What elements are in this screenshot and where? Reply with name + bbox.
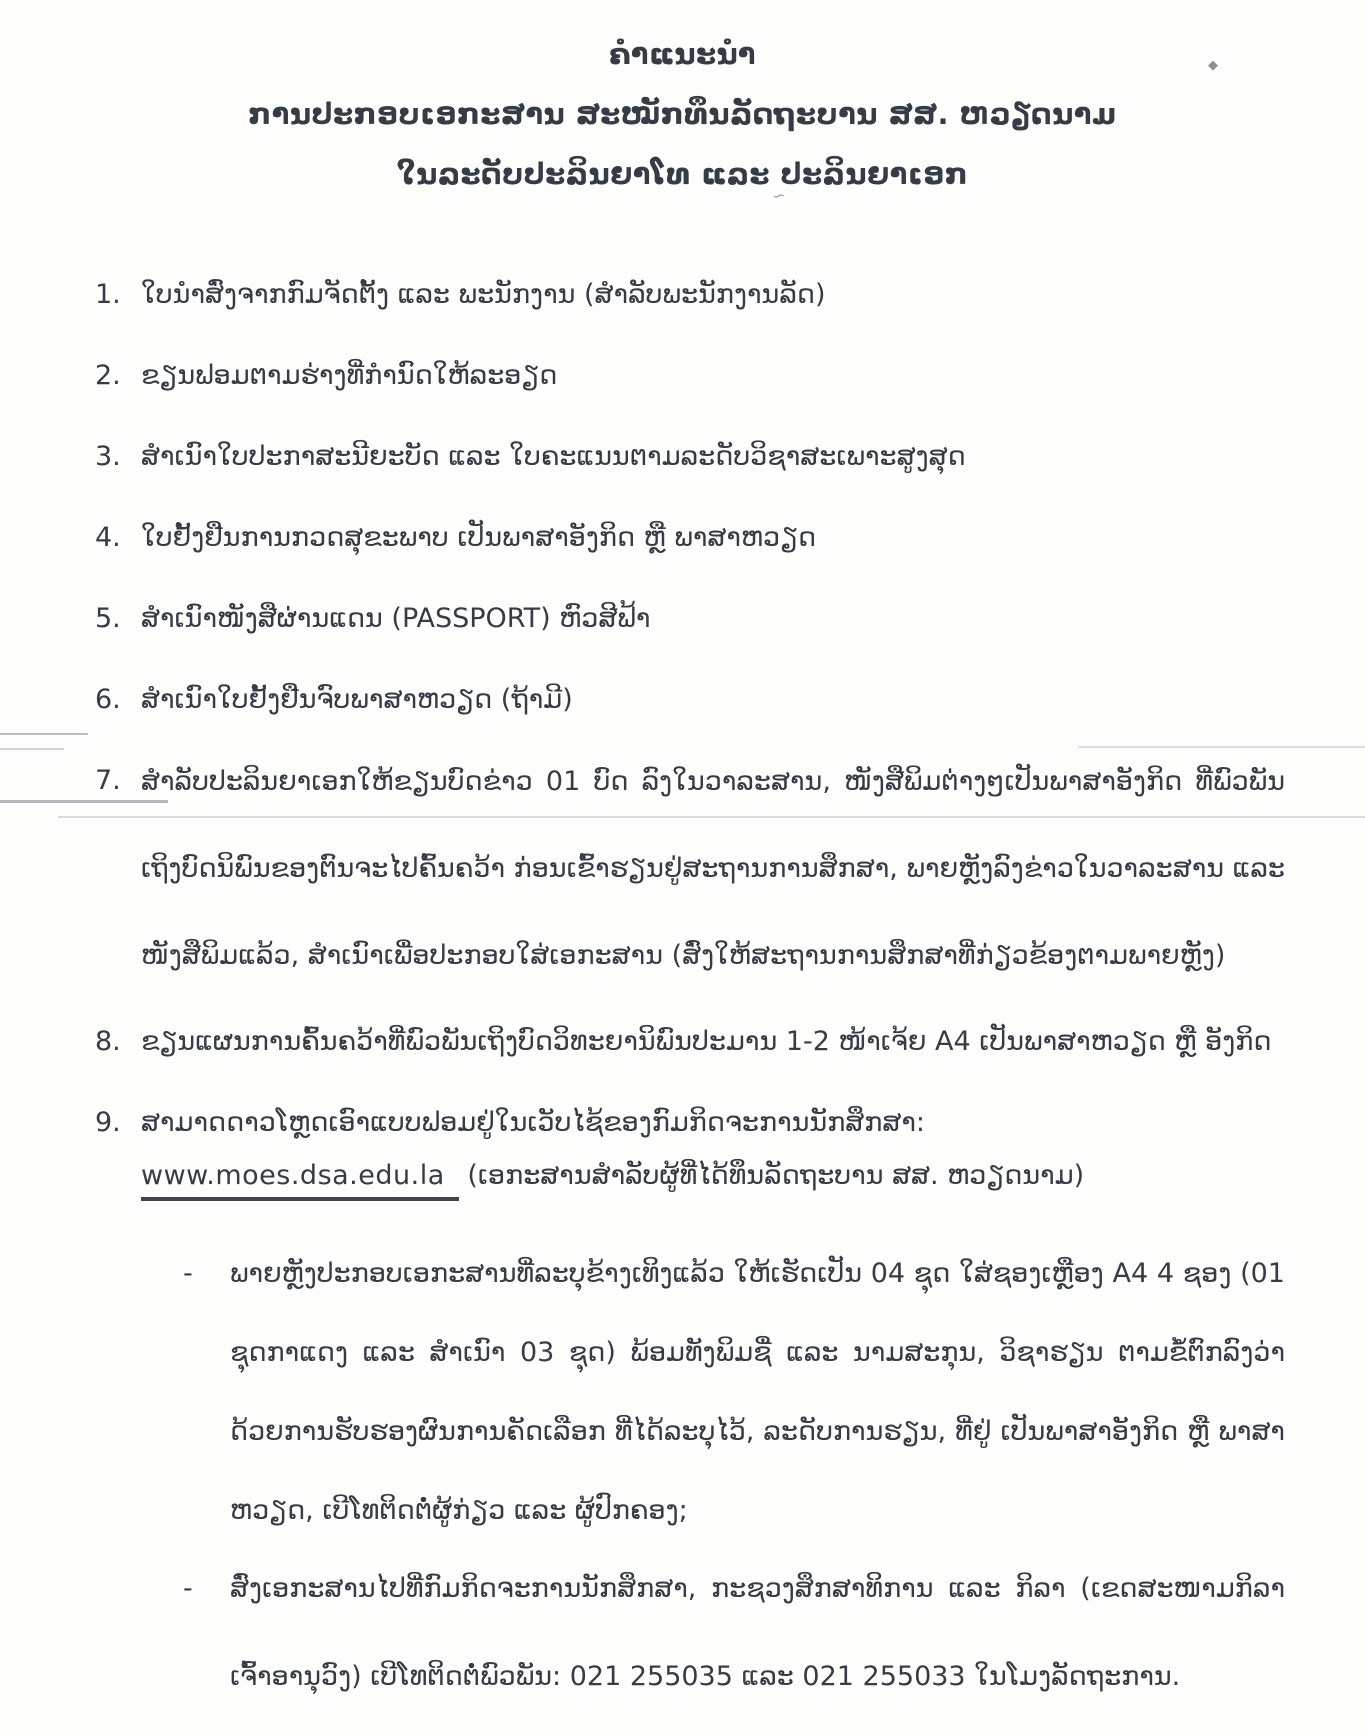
list-item-2 — [95, 359, 1285, 393]
item-number: 8. — [95, 1026, 121, 1057]
list-item-7 — [95, 764, 1285, 999]
sub-item-text: ສົ່ງເອກະສານໄປທີ່ກົມກິດຈະການນັກສຶກສາ, ກະຊວງສຶກສາທິການ ແລະ ກິລາ (ເຂດສະໜາມກິລາ ເຈົ້າອານຸວົງ) ເບີໂທຕິດຕໍ່ພົວພັນ: 021 255035 ແລະ 021 255033 ໃນໂມງລັດຖະການ. — [230, 1573, 1285, 1692]
item-number: 4. — [95, 522, 121, 553]
sub-list — [0, 1241, 1365, 1721]
dash-bullet: - — [183, 1573, 193, 1604]
item-number: 1. — [95, 279, 121, 310]
list-item-4 — [95, 521, 1285, 555]
item-number: 9. — [95, 1107, 121, 1138]
item-text: ສາມາດດາວໂຫຼດເອົາແບບຟອມຢູ່ໃນເວັບໄຊ້ຂອງກົມກິດຈະການນັກສຶກສາ: — [141, 1107, 926, 1138]
title-line-1: ຄຳແນະນຳ — [609, 37, 756, 71]
website-url: www.moes.dsa.edu.la — [141, 1156, 459, 1201]
website-note: (ເອກະສານສຳລັບຜູ້ທີ່ໄດ້ທຶນລັດຖະບານ ສສ. ຫວຽດນາມ) — [467, 1160, 1085, 1191]
list-item-3 — [95, 440, 1285, 474]
item-number: 6. — [95, 684, 121, 715]
title-line-2: ການປະກອບເອກະສານ ສະໝັກທຶນລັດຖະບານ ສສ. ຫວຽດນາມ — [248, 97, 1117, 131]
requirements-list — [0, 278, 1365, 1140]
list-item-6 — [95, 683, 1285, 717]
sub-list-item-1 — [183, 1257, 1285, 1550]
sub-list-item-2 — [183, 1572, 1285, 1721]
item-number: 2. — [95, 360, 121, 391]
item-text: ໃບນຳສົ່ງຈາກກົມຈັດຕັ້ງ ແລະ ພະນັກງານ (ສຳລັບພະນັກງານລັດ) — [141, 279, 826, 310]
item-text: ໃບຢັ້ງຢືນການກວດສຸຂະພາບ ເປັນພາສາອັງກິດ ຫຼື ພາສາຫວຽດ — [141, 522, 817, 553]
list-item-1 — [95, 278, 1285, 312]
item-text: ສຳລັບປະລິນຍາເອກໃຫ້ຂຽນບົດຂ່າວ 01 ບົດ ລົງໃນວາລະສານ, ໜັງສືພິມຕ່າງໆເປັນພາສາອັງກິດ ທີ່ພົວພັນ ເຖິງບົດນິພົນຂອງຕົນຈະໄປຄົ້ນຄວ້າ ກ່ອນເຂົ້າຮຽນຢູ່ສະຖານການສຶກສາ, ພາຍຫຼັງລົງຂ່າວໃນວາລະສານ ແລະ ໜັງສືພິມແລ້ວ, ສຳເນົາເພື່ອປະກອບໃສ່ເອກະສານ (ສົ່ງໃຫ້ສະຖານການສຶກສາທີ່ກ່ຽວຂ້ອງຕາມພາຍຫຼັງ) — [141, 766, 1285, 971]
sub-item-text: ພາຍຫຼັງປະກອບເອກະສານທີ່ລະບຸຂ້າງເທິງແລ້ວ ໃຫ້ເຮັດເປັນ 04 ຊຸດ ໃສ່ຊອງເຫຼືອງ A4 4 ຊອງ (01 ຊຸດກາແດງ ແລະ ສຳເນົາ 03 ຊຸດ) ພ້ອມທັງພິມຊື່ ແລະ ນາມສະກຸນ, ວິຊາຮຽນ ຕາມຂໍ້ຕົກລົງວ່າດ້ວຍການຮັບຮອງຜົນການຄັດເລືອກ ທີ່ໄດ້ລະບຸໄວ້, ລະດັບການຮຽນ, ທີ່ຢູ່ ເປັນພາສາອັງກິດ ຫຼື ພາສາຫວຽດ, ເບີໂທຕິດຕໍ່ຜູ້ກ່ຽວ ແລະ ຜູ້ປົກຄອງ; — [230, 1258, 1285, 1526]
dash-bullet: - — [183, 1258, 193, 1289]
item-number: 7. — [95, 765, 121, 796]
item-number: 5. — [95, 603, 121, 634]
scan-squiggle: ∽ — [770, 185, 787, 206]
scan-speck: ◆ — [1208, 58, 1218, 73]
item-text: ຂຽນແຜນການຄົ້ນຄວ້າທີ່ພົວພັນເຖິງບົດວິທະຍານິພົນປະມານ 1-2 ໜ້າເຈ້ຍ A4 ເປັນພາສາຫວຽດ ຫຼື ອັງກິດ — [141, 1026, 1272, 1057]
list-item-9 — [95, 1106, 1285, 1140]
list-item-8 — [95, 1025, 1285, 1059]
item-text: ຂຽນຟອມຕາມຮ່າງທີ່ກຳນົດໃຫ້ລະອຽດ — [141, 360, 558, 391]
item-number: 3. — [95, 441, 121, 472]
title-line-3: ໃນລະດັບປະລິນຍາໂທ ແລະ ປະລິນຍາເອກ — [396, 157, 969, 191]
website-line — [141, 1156, 1285, 1201]
item-text: ສຳເນົາໃບຢັ້ງຢືນຈົບພາສາຫວຽດ (ຖ້າມີ) — [141, 684, 573, 715]
list-item-5 — [95, 602, 1285, 636]
item-text: ສຳເນົາໃບປະກາສະນີຍະບັດ ແລະ ໃບຄະແນນຕາມລະດັບວິຊາສະເພາະສູງສຸດ — [141, 441, 966, 472]
item-text: ສຳເນົາໜັງສືຜ່ານແດນ (PASSPORT) ຫົວສີຟ້າ — [141, 603, 651, 634]
document-title — [0, 0, 1365, 204]
